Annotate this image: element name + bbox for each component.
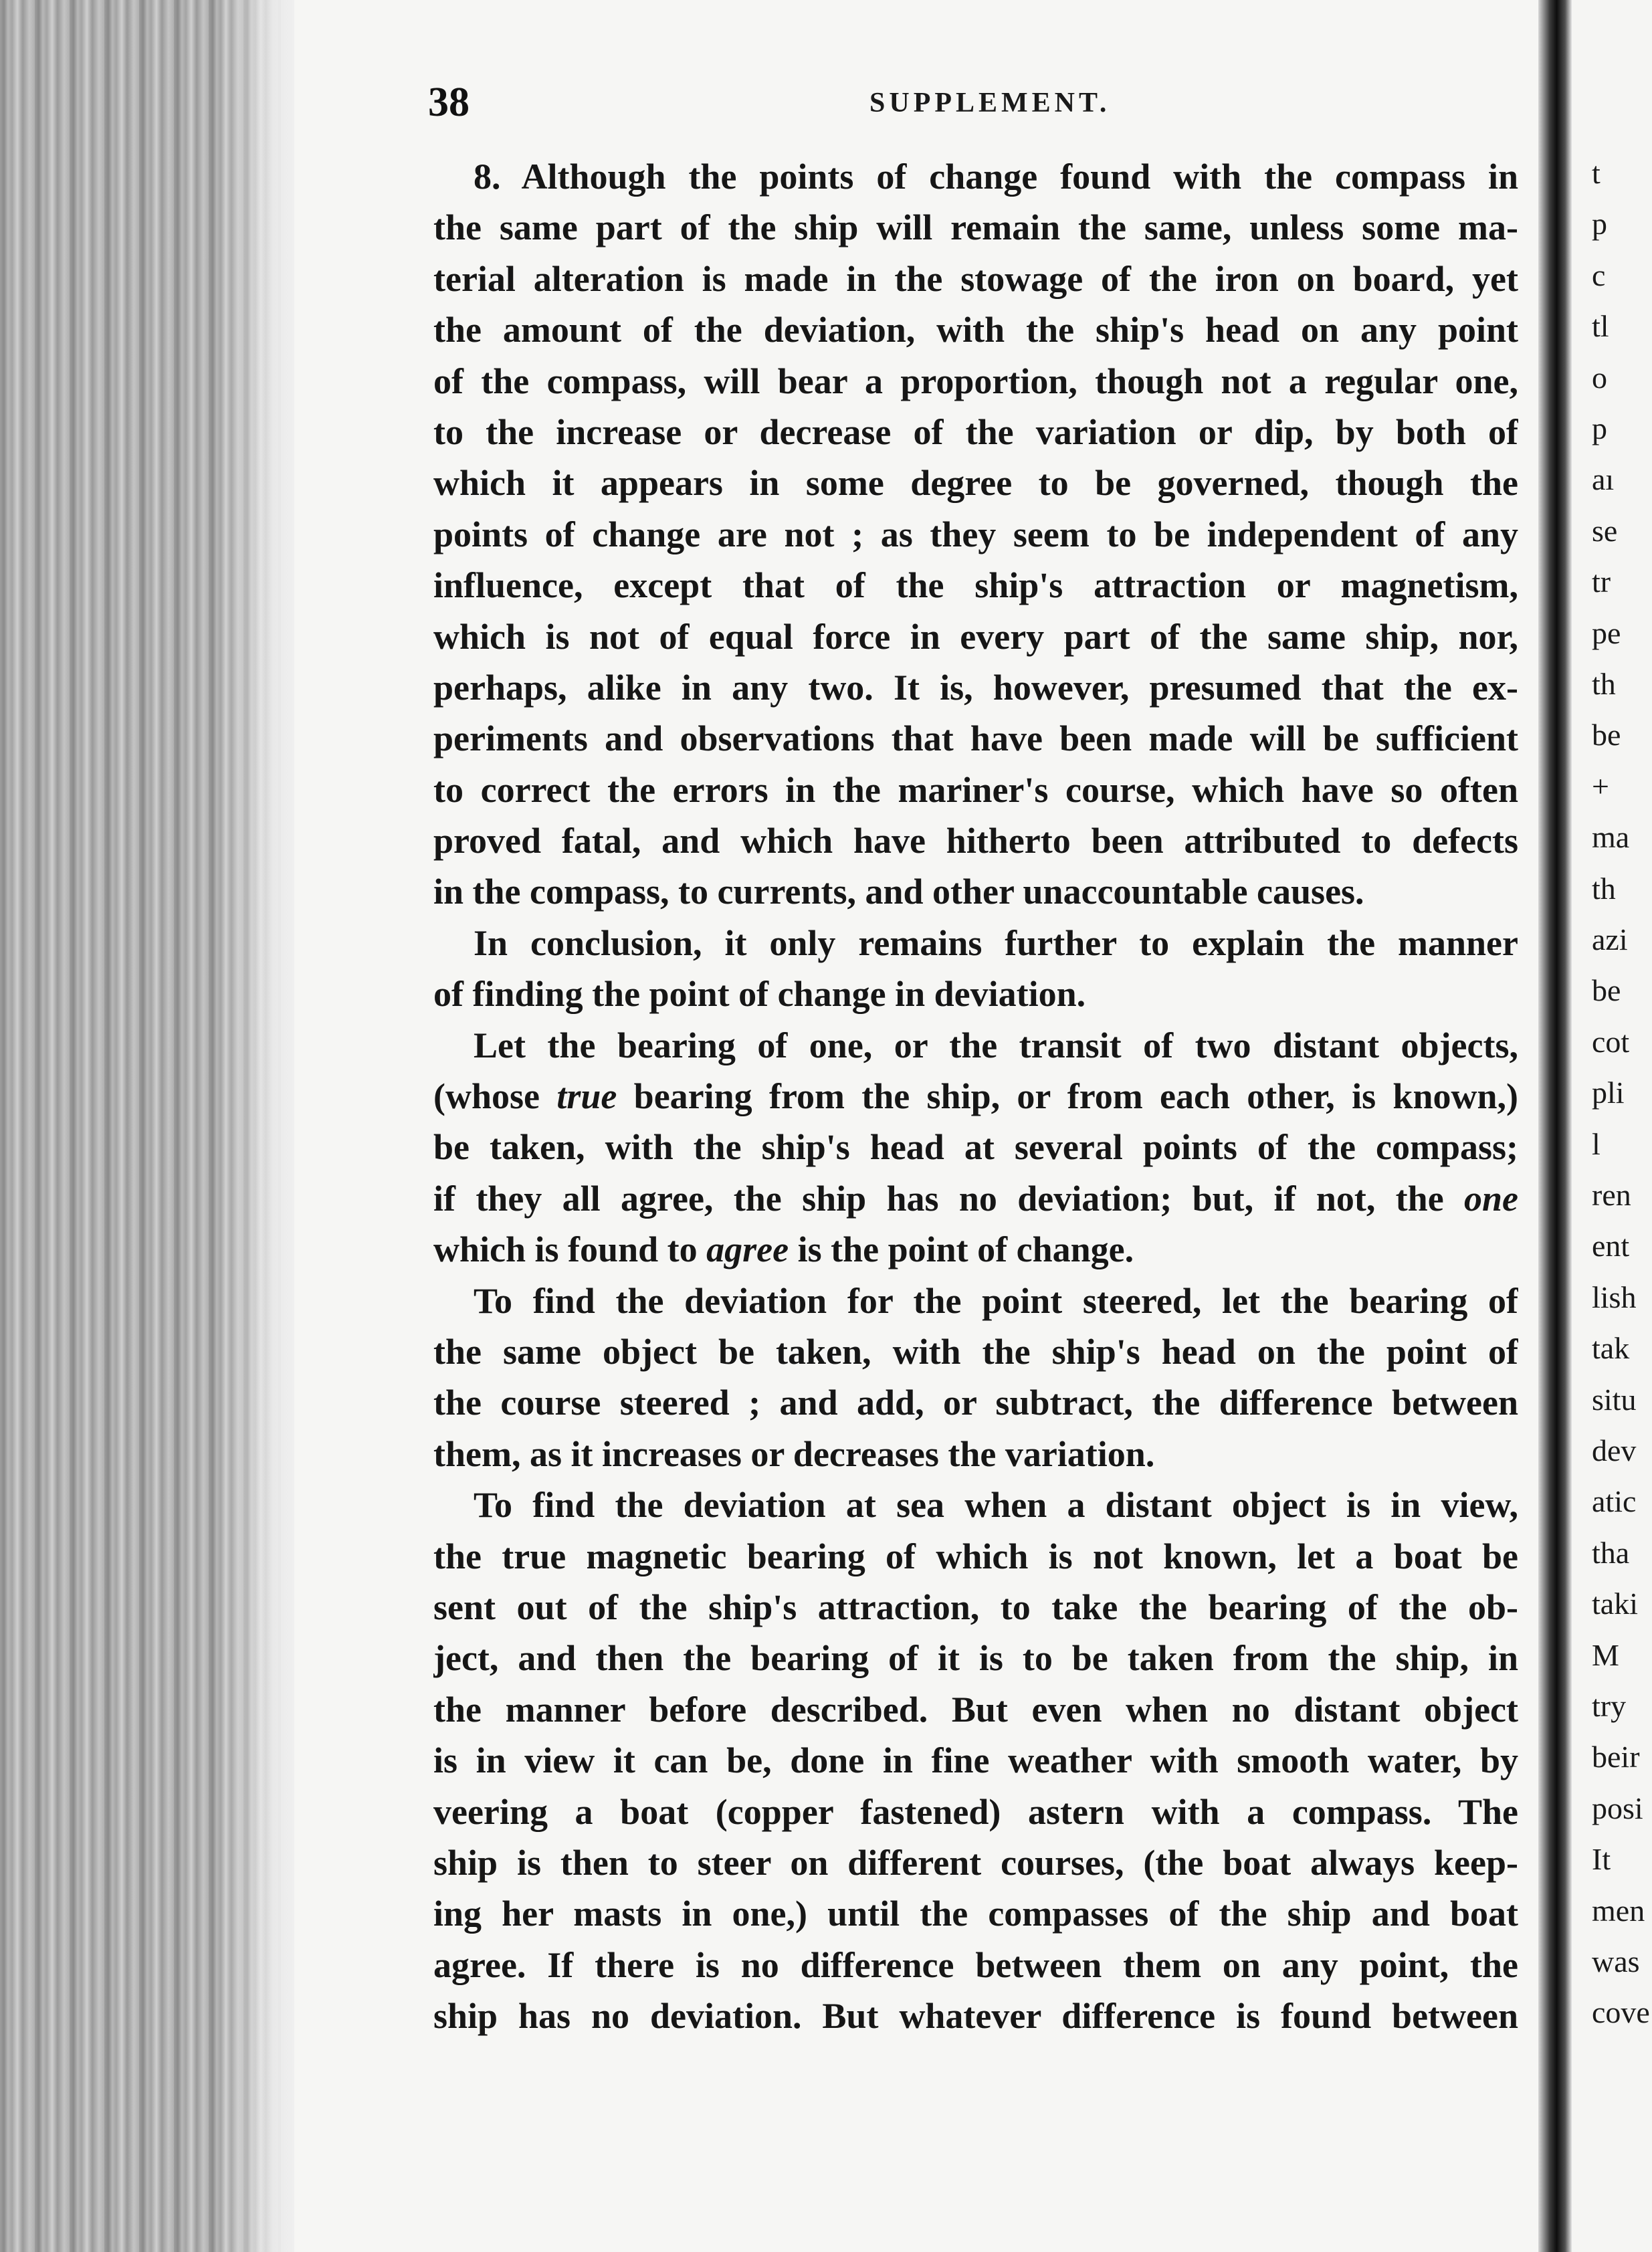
facing-page-fragment: taki xyxy=(1592,1586,1638,1621)
text-segment: (whose xyxy=(433,1076,557,1117)
facing-page-fragment: lish xyxy=(1592,1279,1637,1314)
facing-page-fragment: cot xyxy=(1592,1024,1630,1059)
facing-page-fragment: ent xyxy=(1592,1229,1630,1263)
body-text xyxy=(433,151,1518,2041)
text-line: perhaps, alike in any two. It is, however, presumed that the ex- xyxy=(433,667,1518,708)
text-line: is in view it can be, done in fine weather with smooth water, by xyxy=(433,1740,1518,1781)
text-line: which is not of equal force in every part of the same ship, nor, xyxy=(433,616,1518,657)
text-line xyxy=(433,1173,1518,1224)
facing-page-fragment: posi xyxy=(1592,1790,1643,1825)
facing-page-fragment: tak xyxy=(1592,1331,1630,1366)
text-line: the course steered ; and add, or subtract, the difference between xyxy=(433,1383,1518,1423)
text-line: 8. Although the points of change found with the compass in xyxy=(474,157,1518,197)
facing-page-fragment: tha xyxy=(1592,1535,1630,1570)
text-line: sent out of the ship's attraction, to take the bearing of the ob- xyxy=(433,1586,1518,1627)
text-segment: if they all agree, the ship has no deviation; but, if not, the xyxy=(433,1178,1464,1219)
facing-page-fragment: se xyxy=(1592,513,1618,548)
facing-page-fragment: It xyxy=(1592,1842,1611,1877)
text-line: Let the bearing of one, or the transit of two distant objects, xyxy=(474,1025,1518,1065)
italic-word: agree xyxy=(706,1229,789,1270)
facing-page-fragment: p xyxy=(1592,207,1607,241)
book-gutter xyxy=(1538,0,1572,2252)
text-line xyxy=(433,1224,1518,1275)
facing-page-fragment: pe xyxy=(1592,615,1621,650)
text-line: ing her masts in one,) until the compasses of the ship and boat xyxy=(433,1893,1518,1934)
text-line: To find the deviation for the point steered, let the bearing of xyxy=(474,1280,1518,1321)
text-line: be taken, with the ship's head at several points of the compass; xyxy=(433,1127,1518,1168)
facing-page-fragment: atic xyxy=(1592,1484,1637,1519)
text-line xyxy=(433,1071,1518,1122)
facing-page-fragment: th xyxy=(1592,871,1616,906)
text-segment: bearing from the ship, or from each other, is known,) xyxy=(617,1076,1518,1117)
facing-page-fragment: was xyxy=(1592,1944,1640,1978)
text-line: ship has no deviation. But whatever difference is found between xyxy=(433,1996,1518,2037)
facing-page-fragment: situ xyxy=(1592,1382,1637,1417)
running-head: SUPPLEMENT. xyxy=(869,88,1111,118)
facing-page-fragment: men xyxy=(1592,1893,1645,1928)
page-number: 38 xyxy=(428,80,470,125)
facing-page xyxy=(1572,0,1652,2252)
text-line: terial alteration is made in the stowage of the iron on board, yet xyxy=(433,258,1518,299)
facing-page-fragment: + xyxy=(1592,769,1609,803)
text-line: proved fatal, and which have hitherto been attributed to defects xyxy=(433,821,1518,861)
facing-page-fragment: tr xyxy=(1592,565,1611,599)
text-line: them, as it increases or decreases the variation. xyxy=(433,1433,1155,1474)
facing-page-fragment: tl xyxy=(1592,309,1609,344)
text-line: points of change are not ; as they seem to be independent of any xyxy=(433,514,1518,554)
facing-page-fragment: cove xyxy=(1592,1995,1650,2030)
text-line: in the compass, to currents, and other unaccountable causes. xyxy=(433,872,1364,912)
facing-page-fragment: o xyxy=(1592,360,1607,395)
facing-page-fragment: azi xyxy=(1592,922,1628,956)
text-line: ject, and then the bearing of it is to be taken from the ship, in xyxy=(433,1638,1518,1679)
facing-page-fragment: c xyxy=(1592,258,1606,292)
text-segment: which is found to xyxy=(433,1229,707,1270)
text-line: agree. If there is no difference between them on any point, the xyxy=(433,1944,1518,1985)
facing-page-fragment: be xyxy=(1592,973,1621,1008)
facing-page-fragment: ma xyxy=(1592,820,1630,855)
facing-page-fragment: pli xyxy=(1592,1076,1625,1110)
italic-word: one xyxy=(1464,1178,1518,1219)
facing-page-fragment: dev xyxy=(1592,1433,1637,1467)
facing-page-fragment: aı xyxy=(1592,462,1615,497)
text-line: the same object be taken, with the ship's head on the point of xyxy=(433,1331,1518,1372)
text-line: In conclusion, it only remains further to explain the manner xyxy=(474,922,1518,963)
text-line: to correct the errors in the mariner's course, which have so often xyxy=(433,769,1518,810)
facing-page-fragment: ren xyxy=(1592,1178,1631,1212)
text-line: of finding the point of change in deviation. xyxy=(433,974,1086,1015)
text-line: the true magnetic bearing of which is not known, let a boat be xyxy=(433,1536,1518,1576)
text-line: the same part of the ship will remain the same, unless some ma- xyxy=(433,207,1518,248)
text-line: the amount of the deviation, with the ship's head on any point xyxy=(433,310,1518,350)
text-segment: is the point of change. xyxy=(789,1229,1134,1270)
page-header xyxy=(428,79,1512,132)
facing-page-fragment: t xyxy=(1592,156,1601,190)
text-line: the manner before described. But even when no distant object xyxy=(433,1689,1518,1730)
italic-word: true xyxy=(556,1076,617,1117)
text-line: ship is then to steer on different courses, (the boat always keep- xyxy=(433,1842,1518,1883)
facing-page-fragment: try xyxy=(1592,1689,1627,1723)
text-line: To find the deviation at sea when a distant object is in view, xyxy=(474,1485,1518,1526)
text-line: periments and observations that have been made will be sufficient xyxy=(433,718,1518,759)
text-line: veering a boat (copper fastened) astern with a compass. The xyxy=(433,1791,1518,1832)
facing-page-fragment: l xyxy=(1592,1126,1601,1161)
facing-page-fragment: be xyxy=(1592,718,1621,752)
text-line: of the compass, will bear a proportion, though not a regular one, xyxy=(433,361,1518,401)
text-line: which it appears in some degree to be governed, though the xyxy=(433,463,1518,504)
facing-page-fragment: th xyxy=(1592,667,1616,701)
text-line: influence, except that of the ship's attraction or magnetism, xyxy=(433,565,1518,606)
facing-page-fragment: p xyxy=(1592,411,1607,445)
facing-page-fragment: beir xyxy=(1592,1740,1640,1774)
text-line: to the increase or decrease of the variation or dip, by both of xyxy=(433,411,1518,452)
facing-page-fragment: M xyxy=(1592,1637,1619,1672)
